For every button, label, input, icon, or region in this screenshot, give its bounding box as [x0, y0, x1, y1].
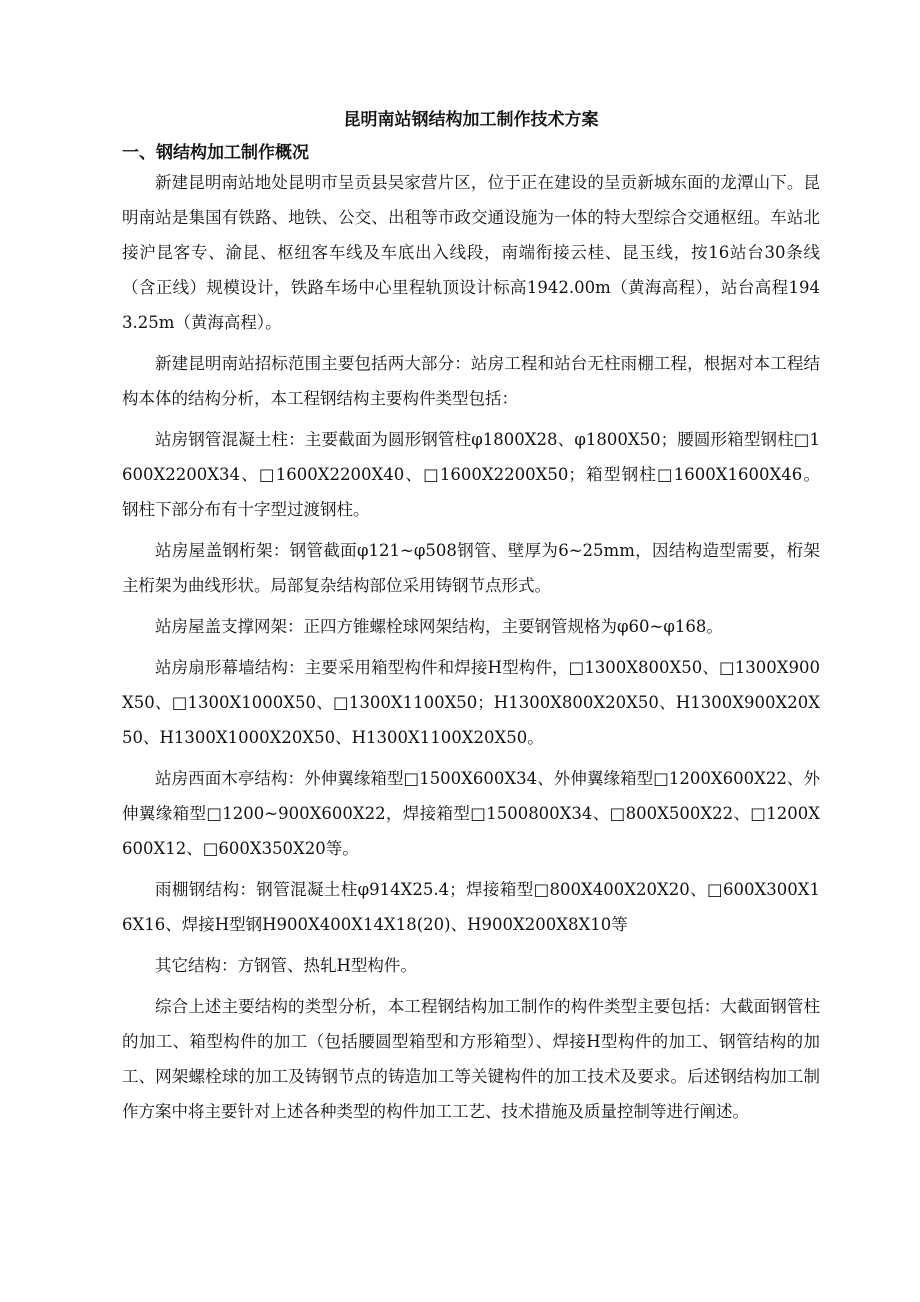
paragraph-scope: 新建昆明南站招标范围主要包括两大部分：站房工程和站台无柱雨棚工程，根据对本工程结构本体的结构分析，本工程钢结构主要构件类型包括：	[122, 354, 820, 408]
paragraph-summary: 综合上述主要结构的类型分析，本工程钢结构加工制作的构件类型主要包括：大截面钢管柱的加工、箱型构件的加工（包括腰圆型箱型和方形箱型）、焊接H型构件的加工、钢管结构的加工、网架螺栓球的加工及铸钢节点的铸造加工等关键构件的加工技术及要求。后述钢结构加工制作方案中将主要针对上述各种类型的构件加工工艺、技术措施及质量控制等进行阐述。	[122, 997, 820, 1121]
paragraph-other: 其它结构：方钢管、热轧H型构件。	[155, 956, 417, 975]
section-heading: 一、钢结构加工制作概况	[122, 143, 309, 163]
paragraph-overview: 新建昆明南站地处昆明市呈贡县吴家营片区，位于正在建设的呈贡新城东面的龙潭山下。昆明南站是集国有铁路、地铁、公交、出租等市政交通设施为一体的特大型综合交通枢纽。车站北接沪昆客专、渝昆、枢纽客车线及车底出入线段，南端衔接云桂、昆玉线，按16站台30条线（含正线）规模设计，铁路车场中心里程轨顶设计标高1942.00m（黄海高程），站台高程1943.25m（黄海高程）。	[122, 173, 820, 332]
paragraph-canopy: 雨棚钢结构：钢管混凝土柱φ914X25.4；焊接箱型□800X400X20X20、□600X300X16X16、焊接H型钢H900X400X14X18(20)、H900X200X8X10等	[122, 880, 820, 934]
paragraph-west-pavilion: 站房西面木亭结构：外伸翼缘箱型□1500X600X34、外伸翼缘箱型□1200X600X22、外伸翼缘箱型□1200~900X600X22，焊接箱型□1500800X34、□800X500X22、□1200X600X12、□600X350X20等。	[122, 769, 820, 858]
paragraph-curtain-wall: 站房扇形幕墙结构：主要采用箱型构件和焊接H型构件，□1300X800X50、□1300X900X50、□1300X1000X50、□1300X1100X50；H1300X800X20X50、H1300X900X20X50、H1300X1000X20X50、H1300X1100X20X50。	[122, 658, 820, 747]
paragraph-station-columns: 站房钢管混凝土柱：主要截面为圆形钢管柱φ1800X28、φ1800X50；腰圆形箱型钢柱□1600X2200X34、□1600X2200X40、□1600X2200X50；箱型钢柱□1600X1600X46。钢柱下部分布有十字型过渡钢柱。	[122, 430, 820, 519]
paragraph-roof-grid: 站房屋盖支撑网架：正四方锥螺栓球网架结构，主要钢管规格为φ60~φ168。	[155, 617, 723, 636]
paragraph-roof-truss: 站房屋盖钢桁架：钢管截面φ121~φ508钢管、壁厚为6~25mm，因结构造型需要，桁架主桁架为曲线形状。局部复杂结构部位采用铸钢节点形式。	[122, 541, 820, 595]
document-title: 昆明南站钢结构加工制作技术方案	[343, 110, 599, 130]
